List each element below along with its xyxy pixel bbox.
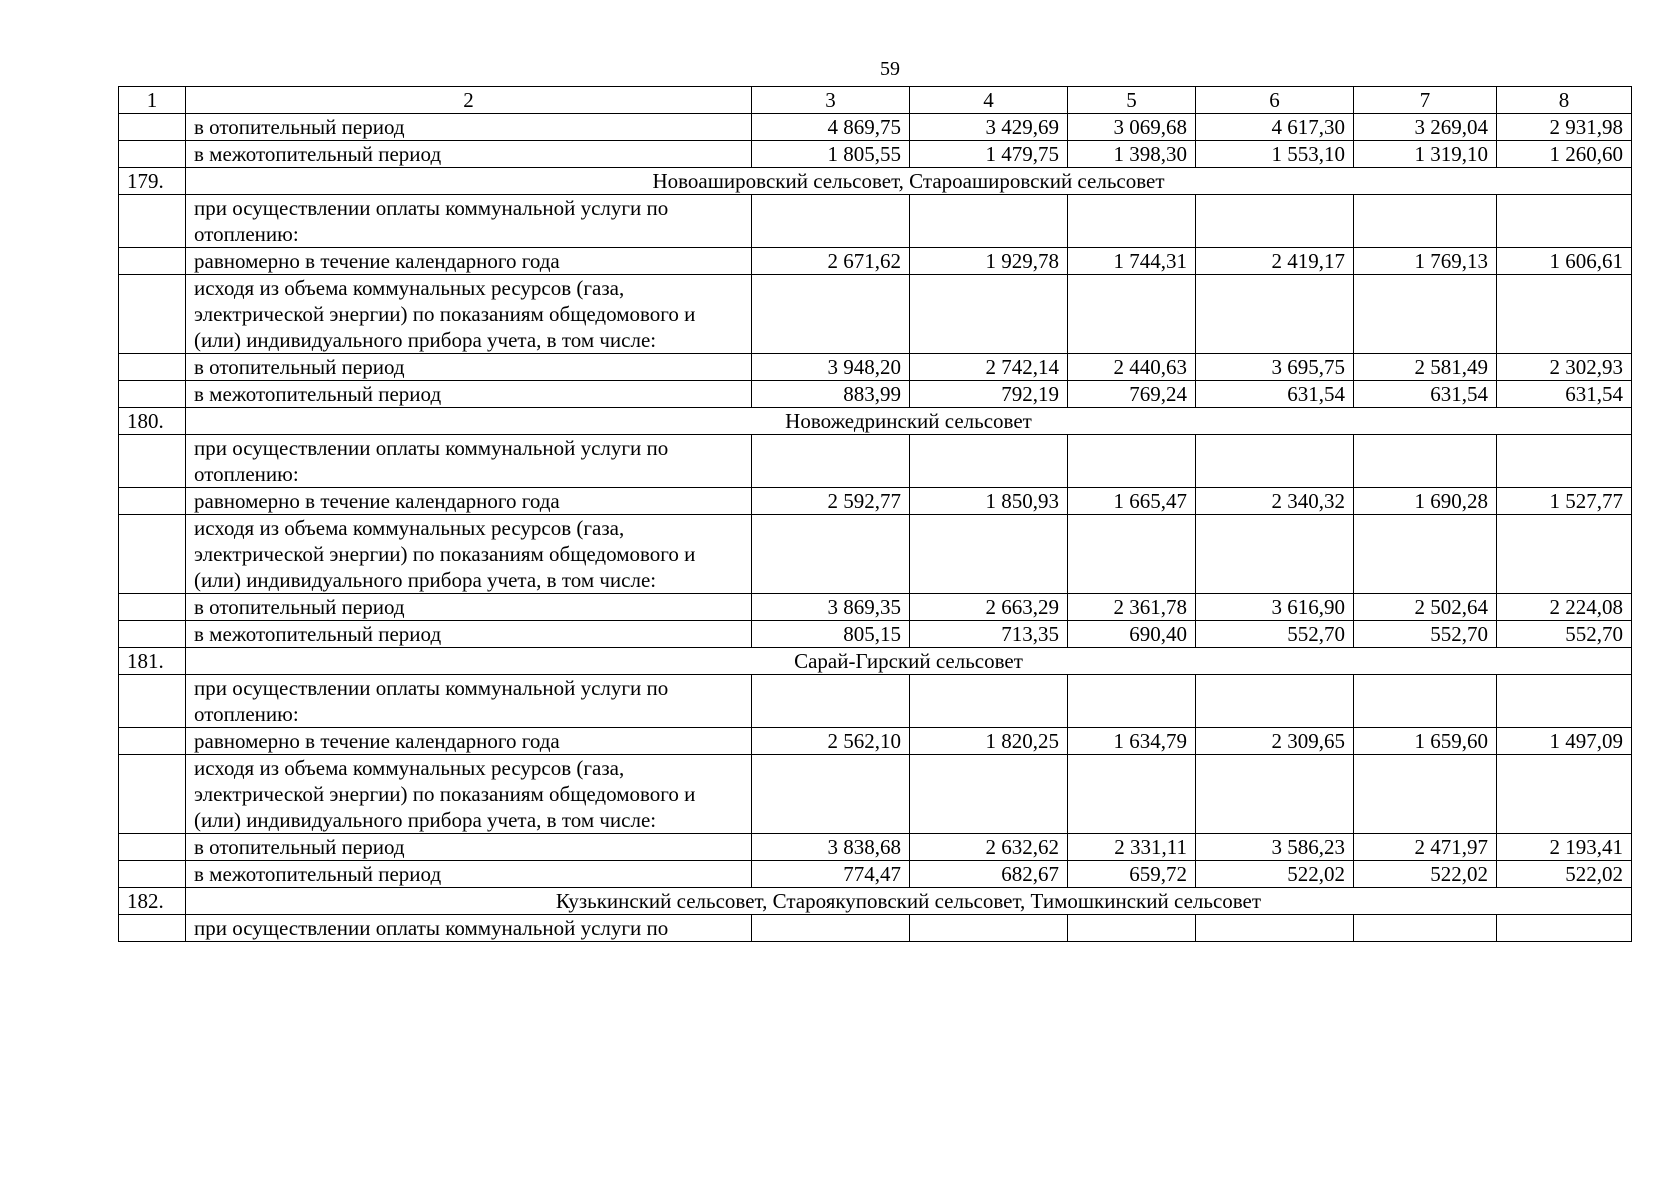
value-cell bbox=[1196, 755, 1354, 834]
row-number: 180. bbox=[119, 408, 186, 435]
value-cell: 3 869,35 bbox=[752, 594, 910, 621]
value-cell: 1 527,77 bbox=[1497, 488, 1632, 515]
value-cell: 1 820,25 bbox=[910, 728, 1068, 755]
value-cell: 522,02 bbox=[1497, 861, 1632, 888]
value-cell bbox=[1354, 275, 1497, 354]
row-label: исходя из объема коммунальных ресурсов (газа, электрической энергии) по показаниям общедомового и (или) индивидуального прибора учета, в том числе: bbox=[186, 755, 752, 834]
value-cell: 1 665,47 bbox=[1068, 488, 1196, 515]
row-label: при осуществлении оплаты коммунальной услуги по отоплению: bbox=[186, 195, 752, 248]
value-cell bbox=[1354, 755, 1497, 834]
value-cell: 2 502,64 bbox=[1354, 594, 1497, 621]
value-cell bbox=[1196, 435, 1354, 488]
value-cell: 522,02 bbox=[1196, 861, 1354, 888]
value-cell bbox=[1068, 275, 1196, 354]
value-cell bbox=[1497, 435, 1632, 488]
value-cell: 552,70 bbox=[1196, 621, 1354, 648]
value-cell bbox=[752, 275, 910, 354]
value-cell: 631,54 bbox=[1497, 381, 1632, 408]
value-cell bbox=[1196, 275, 1354, 354]
value-cell bbox=[752, 435, 910, 488]
row-number: 182. bbox=[119, 888, 186, 915]
value-cell: 552,70 bbox=[1354, 621, 1497, 648]
value-cell bbox=[1497, 275, 1632, 354]
value-cell: 1 744,31 bbox=[1068, 248, 1196, 275]
value-cell bbox=[1497, 675, 1632, 728]
value-cell: 1 690,28 bbox=[1354, 488, 1497, 515]
row-number bbox=[119, 515, 186, 594]
value-cell bbox=[1196, 195, 1354, 248]
row-label: равномерно в течение календарного года bbox=[186, 728, 752, 755]
value-cell: 2 302,93 bbox=[1497, 354, 1632, 381]
row-number bbox=[119, 114, 186, 141]
row-label: при осуществлении оплаты коммунальной услуги по bbox=[186, 915, 752, 942]
value-cell bbox=[1354, 915, 1497, 942]
section-title: Кузькинский сельсовет, Староякуповский сельсовет, Тимошкинский сельсовет bbox=[186, 888, 1632, 915]
value-cell: 690,40 bbox=[1068, 621, 1196, 648]
value-cell bbox=[1068, 515, 1196, 594]
value-cell bbox=[910, 195, 1068, 248]
value-cell bbox=[1497, 755, 1632, 834]
row-label: в межотопительный период bbox=[186, 141, 752, 168]
row-number bbox=[119, 861, 186, 888]
value-cell: 2 440,63 bbox=[1068, 354, 1196, 381]
value-cell: 552,70 bbox=[1497, 621, 1632, 648]
value-cell: 1 553,10 bbox=[1196, 141, 1354, 168]
row-label: при осуществлении оплаты коммунальной услуги по отоплению: bbox=[186, 675, 752, 728]
value-cell: 792,19 bbox=[910, 381, 1068, 408]
value-cell: 631,54 bbox=[1354, 381, 1497, 408]
value-cell: 2 671,62 bbox=[752, 248, 910, 275]
table-row bbox=[119, 354, 1632, 381]
row-label: в отопительный период bbox=[186, 594, 752, 621]
row-label: в межотопительный период bbox=[186, 381, 752, 408]
value-cell bbox=[1497, 515, 1632, 594]
row-number bbox=[119, 834, 186, 861]
row-label: в межотопительный период bbox=[186, 621, 752, 648]
section-row bbox=[119, 888, 1632, 915]
table-row bbox=[119, 248, 1632, 275]
row-label: исходя из объема коммунальных ресурсов (газа, электрической энергии) по показаниям общедомового и (или) индивидуального прибора учета, в том числе: bbox=[186, 515, 752, 594]
table-row bbox=[119, 594, 1632, 621]
value-cell: 2 340,32 bbox=[1196, 488, 1354, 515]
value-cell: 631,54 bbox=[1196, 381, 1354, 408]
table-row bbox=[119, 834, 1632, 861]
value-cell: 1 606,61 bbox=[1497, 248, 1632, 275]
section-title: Новожедринский сельсовет bbox=[186, 408, 1632, 435]
value-cell bbox=[1354, 515, 1497, 594]
value-cell bbox=[910, 675, 1068, 728]
value-cell bbox=[1068, 675, 1196, 728]
value-cell: 3 269,04 bbox=[1354, 114, 1497, 141]
row-number bbox=[119, 195, 186, 248]
value-cell: 2 931,98 bbox=[1497, 114, 1632, 141]
row-label: в отопительный период bbox=[186, 114, 752, 141]
value-cell: 3 948,20 bbox=[752, 354, 910, 381]
value-cell: 2 742,14 bbox=[910, 354, 1068, 381]
row-number bbox=[119, 675, 186, 728]
value-cell bbox=[1497, 915, 1632, 942]
row-number bbox=[119, 141, 186, 168]
value-cell: 1 769,13 bbox=[1354, 248, 1497, 275]
value-cell bbox=[1068, 755, 1196, 834]
value-cell bbox=[1354, 195, 1497, 248]
table-row bbox=[119, 435, 1632, 488]
value-cell: 3 429,69 bbox=[910, 114, 1068, 141]
value-cell: 1 659,60 bbox=[1354, 728, 1497, 755]
value-cell: 1 398,30 bbox=[1068, 141, 1196, 168]
value-cell: 3 069,68 bbox=[1068, 114, 1196, 141]
row-number bbox=[119, 275, 186, 354]
table-row bbox=[119, 381, 1632, 408]
section-title: Сарай-Гирский сельсовет bbox=[186, 648, 1632, 675]
value-cell bbox=[910, 515, 1068, 594]
row-label: при осуществлении оплаты коммунальной услуги по отоплению: bbox=[186, 435, 752, 488]
header-cell: 1 bbox=[119, 87, 186, 114]
value-cell: 2 193,41 bbox=[1497, 834, 1632, 861]
row-label: в межотопительный период bbox=[186, 861, 752, 888]
row-number bbox=[119, 381, 186, 408]
value-cell bbox=[1196, 675, 1354, 728]
table-row bbox=[119, 195, 1632, 248]
section-title: Новоашировский сельсовет, Староашировский сельсовет bbox=[186, 168, 1632, 195]
value-cell bbox=[1497, 195, 1632, 248]
value-cell: 1 634,79 bbox=[1068, 728, 1196, 755]
section-row bbox=[119, 408, 1632, 435]
value-cell bbox=[752, 915, 910, 942]
value-cell bbox=[910, 755, 1068, 834]
row-number bbox=[119, 488, 186, 515]
value-cell: 883,99 bbox=[752, 381, 910, 408]
value-cell: 2 309,65 bbox=[1196, 728, 1354, 755]
table-row bbox=[119, 141, 1632, 168]
value-cell bbox=[910, 275, 1068, 354]
header-cell: 8 bbox=[1497, 87, 1632, 114]
value-cell: 2 471,97 bbox=[1354, 834, 1497, 861]
value-cell: 2 581,49 bbox=[1354, 354, 1497, 381]
value-cell bbox=[752, 755, 910, 834]
value-cell bbox=[1068, 435, 1196, 488]
header-cell: 6 bbox=[1196, 87, 1354, 114]
value-cell bbox=[1196, 515, 1354, 594]
value-cell bbox=[1068, 915, 1196, 942]
row-number bbox=[119, 354, 186, 381]
page-number: 59 bbox=[880, 58, 900, 80]
row-number bbox=[119, 248, 186, 275]
row-number bbox=[119, 594, 186, 621]
value-cell: 2 562,10 bbox=[752, 728, 910, 755]
header-cell: 5 bbox=[1068, 87, 1196, 114]
section-row bbox=[119, 648, 1632, 675]
value-cell bbox=[752, 515, 910, 594]
value-cell bbox=[1354, 435, 1497, 488]
header-cell: 7 bbox=[1354, 87, 1497, 114]
table-row bbox=[119, 114, 1632, 141]
value-cell bbox=[910, 915, 1068, 942]
row-number bbox=[119, 621, 186, 648]
value-cell: 1 319,10 bbox=[1354, 141, 1497, 168]
value-cell: 2 592,77 bbox=[752, 488, 910, 515]
table-row bbox=[119, 861, 1632, 888]
header-cell: 2 bbox=[186, 87, 752, 114]
value-cell: 522,02 bbox=[1354, 861, 1497, 888]
value-cell: 2 419,17 bbox=[1196, 248, 1354, 275]
value-cell bbox=[752, 675, 910, 728]
value-cell: 4 617,30 bbox=[1196, 114, 1354, 141]
section-row bbox=[119, 168, 1632, 195]
value-cell: 2 663,29 bbox=[910, 594, 1068, 621]
row-number bbox=[119, 915, 186, 942]
value-cell: 2 632,62 bbox=[910, 834, 1068, 861]
header-cell: 3 bbox=[752, 87, 910, 114]
value-cell: 659,72 bbox=[1068, 861, 1196, 888]
row-label: равномерно в течение календарного года bbox=[186, 488, 752, 515]
value-cell: 2 361,78 bbox=[1068, 594, 1196, 621]
value-cell bbox=[910, 435, 1068, 488]
value-cell bbox=[1196, 915, 1354, 942]
row-label: равномерно в течение календарного года bbox=[186, 248, 752, 275]
value-cell: 2 331,11 bbox=[1068, 834, 1196, 861]
table-row bbox=[119, 728, 1632, 755]
table-row bbox=[119, 515, 1632, 594]
table-row bbox=[119, 755, 1632, 834]
value-cell: 1 850,93 bbox=[910, 488, 1068, 515]
row-label: в отопительный период bbox=[186, 834, 752, 861]
value-cell bbox=[752, 195, 910, 248]
row-number bbox=[119, 728, 186, 755]
value-cell: 3 616,90 bbox=[1196, 594, 1354, 621]
value-cell bbox=[1354, 675, 1497, 728]
table-row bbox=[119, 621, 1632, 648]
table-row bbox=[119, 915, 1632, 942]
row-label: исходя из объема коммунальных ресурсов (газа, электрической энергии) по показаниям общедомового и (или) индивидуального прибора учета, в том числе: bbox=[186, 275, 752, 354]
value-cell: 1 805,55 bbox=[752, 141, 910, 168]
table-row bbox=[119, 488, 1632, 515]
value-cell: 1 260,60 bbox=[1497, 141, 1632, 168]
row-label: в отопительный период bbox=[186, 354, 752, 381]
value-cell: 3 838,68 bbox=[752, 834, 910, 861]
row-number: 181. bbox=[119, 648, 186, 675]
row-number bbox=[119, 435, 186, 488]
value-cell bbox=[1068, 195, 1196, 248]
value-cell: 1 479,75 bbox=[910, 141, 1068, 168]
value-cell: 774,47 bbox=[752, 861, 910, 888]
value-cell: 682,67 bbox=[910, 861, 1068, 888]
row-number bbox=[119, 755, 186, 834]
value-cell: 4 869,75 bbox=[752, 114, 910, 141]
value-cell: 1 497,09 bbox=[1497, 728, 1632, 755]
tariff-table bbox=[118, 86, 1632, 942]
table-body bbox=[119, 87, 1632, 942]
value-cell: 805,15 bbox=[752, 621, 910, 648]
value-cell: 3 695,75 bbox=[1196, 354, 1354, 381]
table-row bbox=[119, 675, 1632, 728]
header-row bbox=[119, 87, 1632, 114]
table-row bbox=[119, 275, 1632, 354]
header-cell: 4 bbox=[910, 87, 1068, 114]
value-cell: 1 929,78 bbox=[910, 248, 1068, 275]
value-cell: 713,35 bbox=[910, 621, 1068, 648]
row-number: 179. bbox=[119, 168, 186, 195]
value-cell: 2 224,08 bbox=[1497, 594, 1632, 621]
value-cell: 769,24 bbox=[1068, 381, 1196, 408]
value-cell: 3 586,23 bbox=[1196, 834, 1354, 861]
